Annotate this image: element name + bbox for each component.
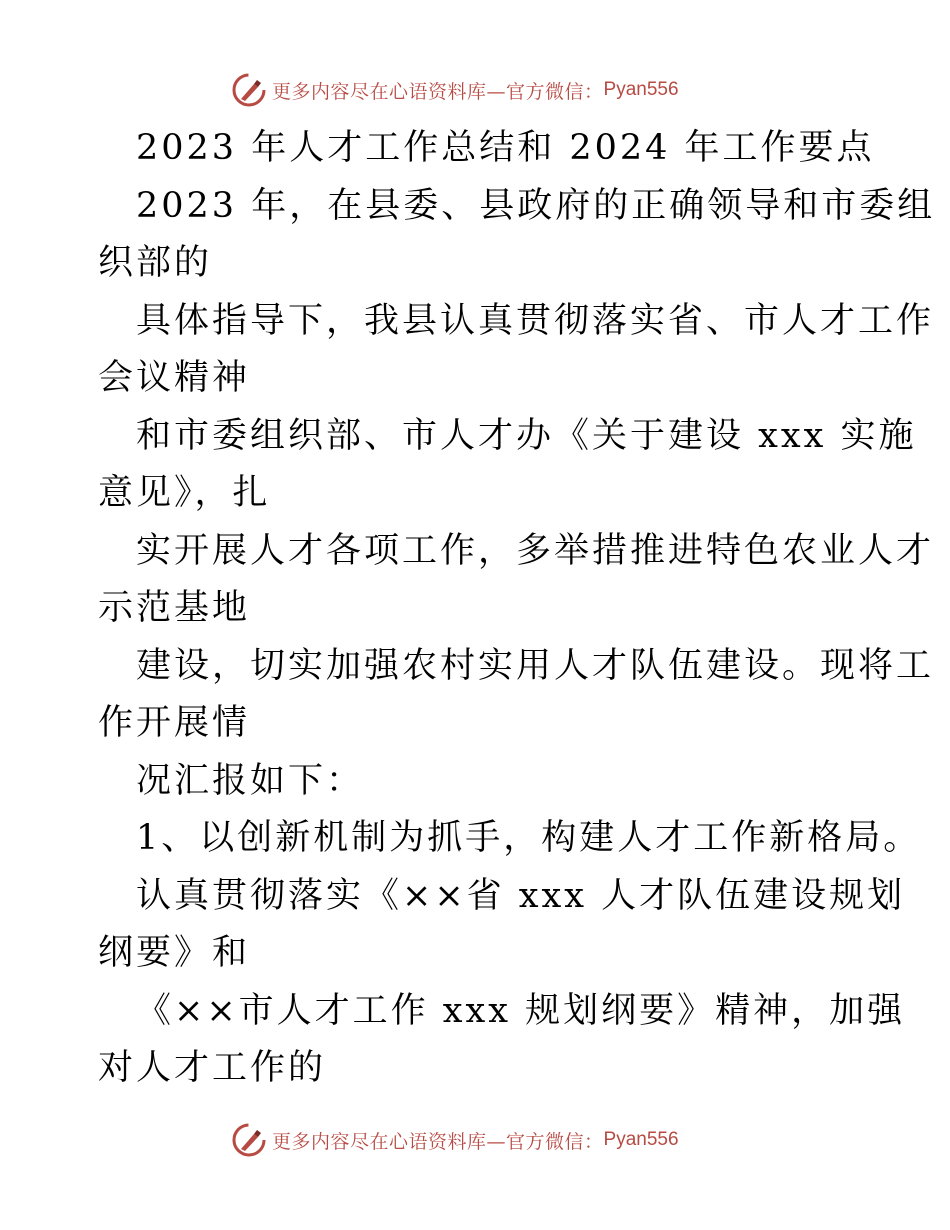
document-title: 2023 年人才工作总结和 2024 年工作要点	[136, 128, 875, 168]
text-line: 况汇报如下：	[136, 760, 365, 801]
watermark-text: 更多内容尽在心语资料库—官方微信：	[272, 80, 604, 103]
text-line: 2023 年，在县委、县政府的正确领导和市委组	[136, 185, 936, 226]
header-watermark	[232, 72, 679, 108]
text-line: 认真贯彻落实《××省 xxx 人才队伍建设规划	[136, 875, 906, 916]
text-line: 建设，切实加强农村实用人才队伍建设。现将工	[136, 645, 935, 686]
text-line: 对人才工作的	[98, 1048, 327, 1088]
text-line: 会议精神	[98, 358, 251, 398]
pen-logo-icon	[232, 1123, 266, 1157]
text-line: 具体指导下，我县认真贯彻落实省、市人才工作	[136, 300, 935, 341]
watermark-wechat-id: Pyan556	[603, 79, 679, 100]
footer-watermark	[232, 1122, 679, 1158]
text-line: 纲要》和	[98, 933, 251, 973]
text-line: 意见》，扎	[98, 473, 271, 513]
section-heading: 1、以创新机制为抓手，构建人才工作新格局。	[136, 818, 922, 858]
text-line: 示范基地	[98, 588, 251, 628]
text-line: 作开展情	[98, 703, 251, 743]
text-line: 实开展人才各项工作，多举措推进特色农业人才	[136, 530, 935, 571]
text-line: 织部的	[98, 243, 213, 283]
watermark-wechat-id: Pyan556	[603, 1129, 679, 1150]
watermark-text: 更多内容尽在心语资料库—官方微信：	[272, 1130, 604, 1153]
text-line: 《××市人才工作 xxx 规划纲要》精神，加强	[136, 990, 906, 1031]
text-line: 和市委组织部、市人才办《关于建设 xxx 实施	[136, 415, 917, 456]
pen-logo-icon	[232, 73, 266, 107]
document-body	[98, 120, 936, 1098]
